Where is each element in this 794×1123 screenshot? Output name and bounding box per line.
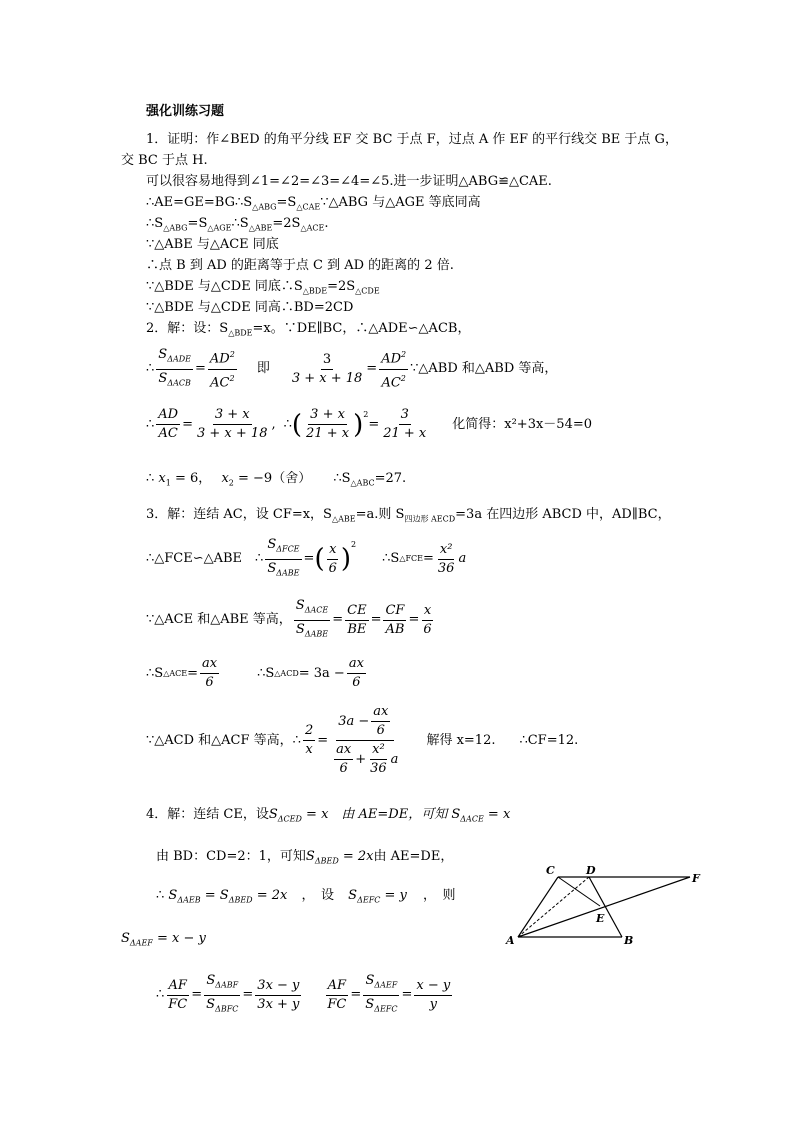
- fraction: $\frac{x}{6}$: [328, 541, 337, 576]
- p4-equation: ∴ $\frac{AF}{FC}$ = $\frac{S_{\Delta ABF}}{S_{\Delta BFC}}$ = $\frac{3x - y}{3x + y}$ $\frac{AF}{FC}$ = $\frac{S_{\Delta AEF}}{S_{\Delta EFC}}$ = $\frac{x - y}{y}$: [156, 972, 454, 1018]
- fraction: $\frac{ax}{6}$: [201, 656, 218, 690]
- fraction: $\frac{S_{\Delta AEF}}{S_{\Delta EFC}}$: [365, 973, 398, 1014]
- p2-equation-1: ∴ $\frac{S_{\Delta ADE}}{S_{\Delta ACB}}$ = $\frac{AD^2}{AC^2}$ 即 $\frac{3}{3 + x + 18}$ = $\frac{AD^2}{AC^2}$ ∵△ABD 和△ABD 等高，: [146, 346, 557, 392]
- fraction: $\frac{3}{3 + x + 18}$: [291, 351, 363, 386]
- p4-line1: 4．解：连结 CE，设$S_{\Delta CED} = x$ 由 AE=DE，可知 $S_{\Delta ACE} = x$: [146, 807, 511, 824]
- label-d: D: [586, 864, 596, 877]
- segment-ce: [558, 877, 600, 906]
- fraction: $\frac{3 + x}{3 + x + 18}$: [197, 407, 268, 441]
- p2-result: ∴ $x_1 = 6$， $x_2 = -9$（舍） $\therefore S_{\triangle ABC}=27$.: [146, 471, 407, 488]
- fraction: $\frac{S_{\Delta ABF}}{S_{\Delta BFC}}$: [206, 973, 239, 1014]
- segment-af: [518, 877, 690, 937]
- fraction: $\frac{3 + x}{21 + x}$: [306, 407, 350, 441]
- fraction: $\frac{2}{x}$: [304, 723, 314, 757]
- page-title: 强化训练习题: [146, 104, 225, 119]
- p3-equation-3: ∴S △ACE = $\frac{ax}{6}$ ∴S △ACD = 3a − $\frac{ax}{6}$: [146, 656, 364, 690]
- fraction: $\frac{AF}{FC}$: [168, 977, 188, 1012]
- fraction: $\frac{AF}{FC}$: [327, 977, 347, 1012]
- fraction: $\frac{3x - y}{3x + y}$: [257, 977, 300, 1012]
- fraction: $\frac{S_{\Delta ACE}}{S_{\Delta ABE}}$: [295, 598, 329, 639]
- fraction: $\frac{CF}{AB}$: [385, 602, 405, 637]
- p1-line3: 可以很容易地得到∠1=∠2=∠3=∠4=∠5.进一步证明△ABG≌△CAE.: [146, 174, 552, 189]
- label-c: C: [546, 864, 555, 877]
- fraction: $\frac{CE}{BE}$: [347, 602, 367, 637]
- p1-line9: ∵△BDE 与△CDE 同高∴BD=2CD: [146, 300, 354, 315]
- fraction: $\frac{AD^2}{AC^2}$: [208, 346, 237, 392]
- fraction: $\frac{x}{6}$: [423, 602, 432, 637]
- p1-line5: $\therefore S_{\triangle ABG}=S_{\triangle AGE}\therefore S_{\triangle ABE}=2S_{\triangle ACE}$.: [146, 216, 329, 233]
- p4-line3: ∴ $S_{\Delta AEB} = S_{\Delta BED} = 2x$ ， 设 $S_{\Delta EFC} = y$ ， 则: [156, 888, 456, 905]
- p1-line6: ∵△ABE 与△ACE 同底: [146, 237, 279, 252]
- p1-line4: $\therefore AE=GE=BG\therefore S_{\triangle ABG}=S_{\triangle CAE}\because\triangle ABG$ 与△AGE 等底同高: [146, 195, 481, 212]
- p3-equation-4: ∵△ACD 和△ACF 等高， ∴ $\frac{2}{x}$ = 3a − $\frac{ax}{6}$ $\frac{ax}{6}$ + $\frac{\text{x²}}{36}$ a 解得 x=12. ∴CF=12.: [146, 704, 579, 776]
- compound-fraction: 3a − $\frac{ax}{6}$ $\frac{ax}{6}$ + $\frac{\text{x²}}{36}$ a: [336, 704, 399, 776]
- fraction: $\frac{\text{x²}}{36}$: [437, 541, 455, 576]
- p4-line4: $S_{\Delta AEF} = x - y$: [121, 931, 206, 948]
- label-b: B: [624, 934, 634, 947]
- fraction: $\frac{AD}{AC}$: [158, 407, 179, 441]
- p1-line8: ∵△BDE 与△CDE 同底$\therefore S_{\triangle BDE}=2S_{\triangle CDE}$: [146, 279, 380, 296]
- p3-line1: 3．解：连结 AC，设 CF=x，$S_{\triangle ABE}=a$.则 $S_{四边形 AECD}=3a$ 在四边形 ABCD 中，AD∥BC，: [146, 507, 671, 524]
- label-e: E: [596, 912, 605, 925]
- segment-ac: [518, 877, 558, 937]
- p4-line2: 由 BD：CD=2：1，可知$S_{\Delta BED} = 2x$由 AE=DE，: [156, 849, 454, 866]
- p3-equation-2: ∵△ACE 和△ABE 等高， $\frac{S_{\Delta ACE}}{S_{\Delta ABE}}$ = $\frac{CE}{BE}$ = $\frac{CF}{AB}$ = $\frac{x}{6}$: [146, 597, 436, 643]
- fraction: $\frac{ax}{6}$: [348, 656, 364, 690]
- p1-line1: 1．证明：作∠BED 的角平分线 EF 交 BC 于点 F，过点 A 作 EF 的平行线交 BE 于点 G，: [146, 132, 678, 147]
- fraction: $\frac{S_{\Delta ADE}}{S_{\Delta ACB}}$: [158, 347, 191, 388]
- p1-line7: ∴点 B 到 AD 的距离等于点 C 到 AD 的距离的 2 倍.: [146, 258, 454, 273]
- segment-ad: [518, 877, 589, 937]
- fraction: $\frac{S_{\Delta FCE}}{S_{\Delta ABE}}$: [267, 537, 300, 578]
- label-f: F: [692, 872, 700, 885]
- geometry-figure: [500, 862, 710, 952]
- fraction: $\frac{AD^2}{AC^2}$: [379, 346, 408, 392]
- p1-line2: 交 BC 于点 H.: [121, 153, 208, 168]
- fraction: $\frac{x - y}{y}$: [416, 977, 451, 1012]
- fraction: $\frac{3}{21 + x}$: [383, 407, 427, 441]
- p2-equation-2: ∴ $\frac{AD}{AC}$ = $\frac{3 + x}{3 + x + 18}$ , ∴ ( $\frac{3 + x}{21 + x}$ ) $^2$ = $\frac{3}{21 + x}$ 化简得：x²+3x－54=0: [146, 407, 593, 441]
- p2-line1: 2．解：设：$S_{\triangle BDE}=x$。∵DE∥BC，∴△ADE∽△ACB，: [146, 321, 471, 338]
- p3-equation-1: ∴△FCE∽△ABE ∴ $\frac{S_{\Delta FCE}}{S_{\Delta ABE}}$ = ( $\frac{x}{6}$ ) $^2$ ∴S △FCE = $\frac{\text{x²}}{36}$ a: [146, 536, 466, 582]
- label-a: A: [506, 934, 515, 947]
